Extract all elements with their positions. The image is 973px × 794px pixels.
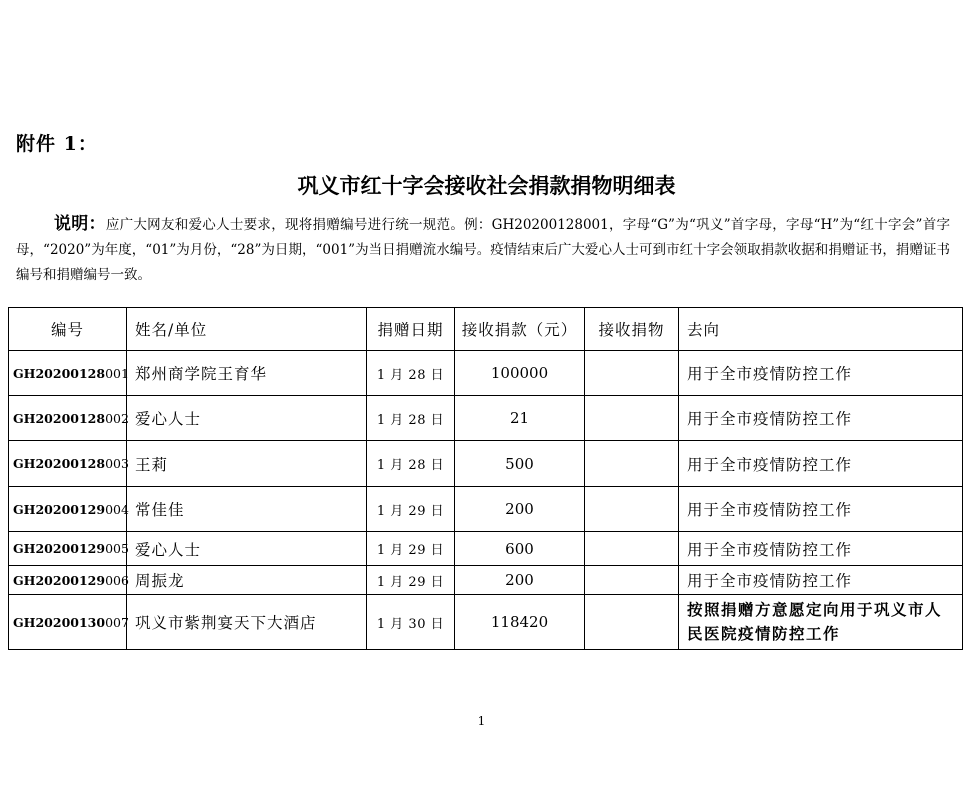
- cell-goods: [585, 351, 679, 396]
- cell-name: 常佳佳: [127, 487, 367, 532]
- header-goods: 接收捐物: [585, 308, 679, 351]
- code-prefix: GH20200129: [13, 572, 106, 588]
- cell-destination: 用于全市疫情防控工作: [679, 396, 963, 441]
- cell-code: [9, 487, 127, 532]
- table-row: [9, 351, 963, 396]
- cell-destination: 用于全市疫情防控工作: [679, 566, 963, 595]
- cell-date: 1 月 29 日: [367, 566, 455, 595]
- table-row: [9, 441, 963, 487]
- cell-amount: 118420: [455, 595, 585, 650]
- cell-name: 爱心人士: [127, 396, 367, 441]
- cell-name: 爱心人士: [127, 532, 367, 566]
- code-serial: 006: [105, 572, 129, 588]
- explanation-note: [16, 212, 950, 288]
- code-prefix: GH20200130: [13, 614, 106, 630]
- table-row: [9, 487, 963, 532]
- cell-code: [9, 595, 127, 650]
- cell-goods: [585, 487, 679, 532]
- cell-goods: [585, 595, 679, 650]
- code-serial: 003: [105, 456, 129, 471]
- cell-amount: 200: [455, 487, 585, 532]
- document-title: 巩义市红十字会接收社会捐款捐物明细表: [297, 174, 676, 198]
- note-text: 应广大网友和爱心人士要求，现将捐赠编号进行统一规范。例：GH20200128001，字母“G”为“巩义”首字母，字母“H”为“红十字会”首字母，“2020”为年度，“01”为月份，“28”为日期，“001”为当日捐赠流水编号。疫情结束后广大爱心人士可到市红十字会领取捐款收据和捐赠证书，捐赠证书编号和捐赠编号一致。: [16, 217, 950, 283]
- donation-table: [8, 307, 963, 650]
- cell-amount: 200: [455, 566, 585, 595]
- code-serial: 007: [105, 614, 129, 630]
- cell-destination: 用于全市疫情防控工作: [679, 487, 963, 532]
- code-serial: 005: [105, 541, 129, 556]
- cell-date: 1 月 28 日: [367, 351, 455, 396]
- table-row: [9, 396, 963, 441]
- header-amount: 接收捐款（元）: [455, 308, 585, 351]
- code-prefix: GH20200128: [13, 410, 106, 426]
- code-prefix: GH20200128: [13, 456, 106, 471]
- cell-code: [9, 532, 127, 566]
- cell-code: [9, 396, 127, 441]
- cell-amount: 100000: [455, 351, 585, 396]
- cell-name: 周振龙: [127, 566, 367, 595]
- cell-goods: [585, 566, 679, 595]
- cell-name: 巩义市紫荆宴天下大酒店: [127, 595, 367, 650]
- table-header-row: [9, 308, 963, 351]
- cell-destination: 用于全市疫情防控工作: [679, 441, 963, 487]
- cell-amount: 500: [455, 441, 585, 487]
- table-row: [9, 566, 963, 595]
- header-name: 姓名/单位: [127, 308, 367, 351]
- cell-date: 1 月 29 日: [367, 532, 455, 566]
- code-serial: 004: [105, 501, 129, 517]
- cell-name: 王莉: [127, 441, 367, 487]
- code-serial: 002: [105, 410, 129, 426]
- code-prefix: GH20200128: [13, 365, 106, 381]
- table-row: [9, 595, 963, 650]
- cell-code: [9, 566, 127, 595]
- header-code: 编号: [9, 308, 127, 351]
- cell-date: 1 月 28 日: [367, 396, 455, 441]
- cell-name: 郑州商学院王育华: [127, 351, 367, 396]
- cell-destination: 用于全市疫情防控工作: [679, 532, 963, 566]
- header-destination: 去向: [679, 308, 963, 351]
- cell-destination: 按照捐赠方意愿定向用于巩义市人民医院疫情防控工作: [679, 595, 963, 650]
- cell-goods: [585, 441, 679, 487]
- cell-date: 1 月 30 日: [367, 595, 455, 650]
- code-prefix: GH20200129: [13, 501, 106, 517]
- cell-amount: 600: [455, 532, 585, 566]
- table-row: [9, 532, 963, 566]
- cell-code: [9, 351, 127, 396]
- code-serial: 001: [105, 365, 129, 381]
- cell-date: 1 月 29 日: [367, 487, 455, 532]
- cell-date: 1 月 28 日: [367, 441, 455, 487]
- page-number: 1: [477, 714, 486, 728]
- cell-amount: 21: [455, 396, 585, 441]
- code-prefix: GH20200129: [13, 541, 106, 556]
- header-date: 捐赠日期: [367, 308, 455, 351]
- attachment-label: 附件 1：: [16, 133, 98, 155]
- note-lead: 说明：: [54, 214, 106, 234]
- cell-destination: 用于全市疫情防控工作: [679, 351, 963, 396]
- cell-goods: [585, 532, 679, 566]
- cell-code: [9, 441, 127, 487]
- cell-goods: [585, 396, 679, 441]
